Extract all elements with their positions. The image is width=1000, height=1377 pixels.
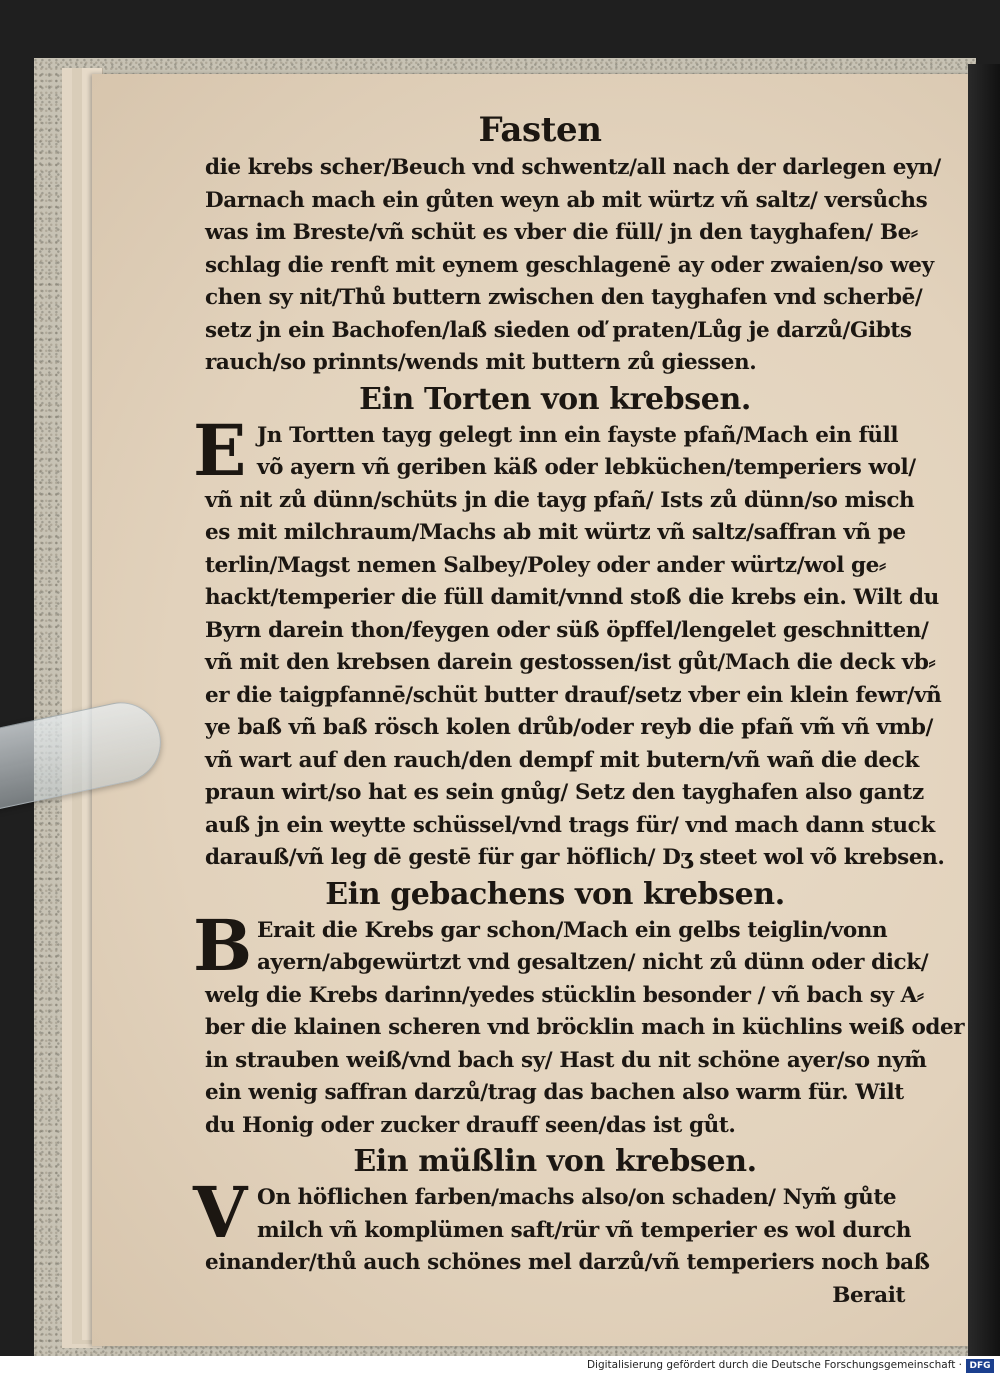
catchword: Berait xyxy=(832,1282,905,1308)
text-line: setz jn ein Bachofen/laß sieden oď praten/Lůg je darzů/Gibts xyxy=(205,317,912,343)
text-line: ein wenig saffran darzů/trag das bachen also warm für. Wilt xyxy=(205,1080,904,1105)
section-heading: Ein gebachens von krebsen. xyxy=(325,876,785,912)
text-line: welg die Krebs darinn/yedes stücklin besonder / vñ bach sy A⸗ xyxy=(205,982,924,1008)
recipe-paragraph xyxy=(193,1171,912,1254)
recipe-paragraph xyxy=(193,408,916,492)
text-line: milch vñ komplümen saft/rür vñ temperier es wol durch xyxy=(257,1217,912,1243)
book-gutter xyxy=(968,64,1000,1356)
intro-paragraph xyxy=(205,152,941,380)
page-text xyxy=(193,108,965,1312)
text-line: er die taigpfannē/schüt butter drauf/setz vber ein klein fewr/vñ xyxy=(205,682,942,708)
text-line: vñ nit zů dünn/schüts jn die tayg pfañ/ Ists zů dünn/so misch xyxy=(205,487,915,513)
text-line: chen sy nit/Thů buttern zwischen den tayghafen vnd scherbē/ xyxy=(205,285,923,310)
drop-initial: E xyxy=(193,408,246,492)
text-line: du Honig oder zucker drauff seen/das ist gůt. xyxy=(205,1112,736,1138)
section-heading: Ein müßlin von krebsen. xyxy=(353,1144,757,1179)
dfg-logo-icon: DFG xyxy=(966,1359,994,1373)
text-line: On höflichen farben/machs also/on schaden/ Nym̃ gůte xyxy=(257,1185,897,1210)
text-line: Jn Tortten tayg gelegt inn ein fayste pfañ/Mach ein füll xyxy=(257,422,899,448)
drop-initial: V xyxy=(193,1171,247,1254)
text-line: võ ayern vñ geriben käß oder lebküchen/temperiers wol/ xyxy=(257,455,916,480)
text-line: vñ mit den krebsen darein gestossen/ist gůt/Mach die deck vb⸗ xyxy=(205,650,936,675)
text-line: Erait die Krebs gar schon/Mach ein gelbs teiglin/vonn xyxy=(257,917,888,943)
text-line: terlin/Magst nemen Salbey/Poley oder ander würtz/wol ge⸗ xyxy=(205,552,886,578)
funding-credit: Digitalisierung gefördert durch die Deutsche Forschungsgemeinschaft · xyxy=(586,1359,962,1371)
recipe-paragraph xyxy=(193,903,929,987)
text-line: vñ wart auf den rauch/den dempf mit butern/vñ wañ die deck xyxy=(205,747,919,773)
text-line: auß jn ein weytte schüssel/vnd trags für/ vnd mach dann stuck xyxy=(205,812,935,838)
text-line: einander/thů auch schönes mel darzů/vñ temperiers noch baß xyxy=(205,1250,930,1275)
text-line: ber die klainen scheren vnd bröcklin mach in küchlins weiß oder xyxy=(205,1015,965,1040)
text-line: ayern/abgewürtzt vnd gesaltzen/ nicht zů dünn oder dick/ xyxy=(257,950,929,975)
drop-initial: B xyxy=(193,903,252,987)
text-line: was im Breste/vñ schüt es vber die füll/ jn den tayghafen/ Be⸗ xyxy=(205,220,918,245)
text-line: rauch/so prinnts/wends mit buttern zů giessen. xyxy=(205,350,757,375)
text-line: es mit milchraum/Machs ab mit würtz vñ saltz/saffran vñ pe xyxy=(205,520,906,545)
text-line: darauß/vñ leg dē gestē für gar höflich/ Dʒ steet wol võ krebsen. xyxy=(205,845,945,870)
text-line: Darnach mach ein gůten weyn ab mit würtz vñ saltz/ versůchs xyxy=(205,187,928,213)
footer-bar xyxy=(0,1356,1000,1377)
section-heading: Ein Torten von krebsen. xyxy=(359,381,751,417)
text-line: schlag die renft mit eynem geschlagenē ay oder zwaien/so wey xyxy=(205,252,934,278)
text-line: in strauben weiß/vnd bach sy/ Hast du nit schöne ayer/so nym̃ xyxy=(205,1047,927,1073)
text-line: praun wirt/so hat es sein gnůg/ Setz den tayghafen also gantz xyxy=(205,780,924,805)
text-line: die krebs scher/Beuch vnd schwentz/all nach der darlegen eyn/ xyxy=(205,155,941,180)
text-line: hackt/temperier die füll damit/vnnd stoß die krebs ein. Wilt du xyxy=(205,585,939,610)
text-line: Byrn darein thon/feygen oder süß öpffel/lengelet geschnitten/ xyxy=(205,617,929,643)
text-line: ye baß vñ baß rösch kolen drůb/oder reyb die pfañ vm̃ vñ vmb/ xyxy=(205,715,933,740)
running-head: Fasten xyxy=(478,110,602,150)
